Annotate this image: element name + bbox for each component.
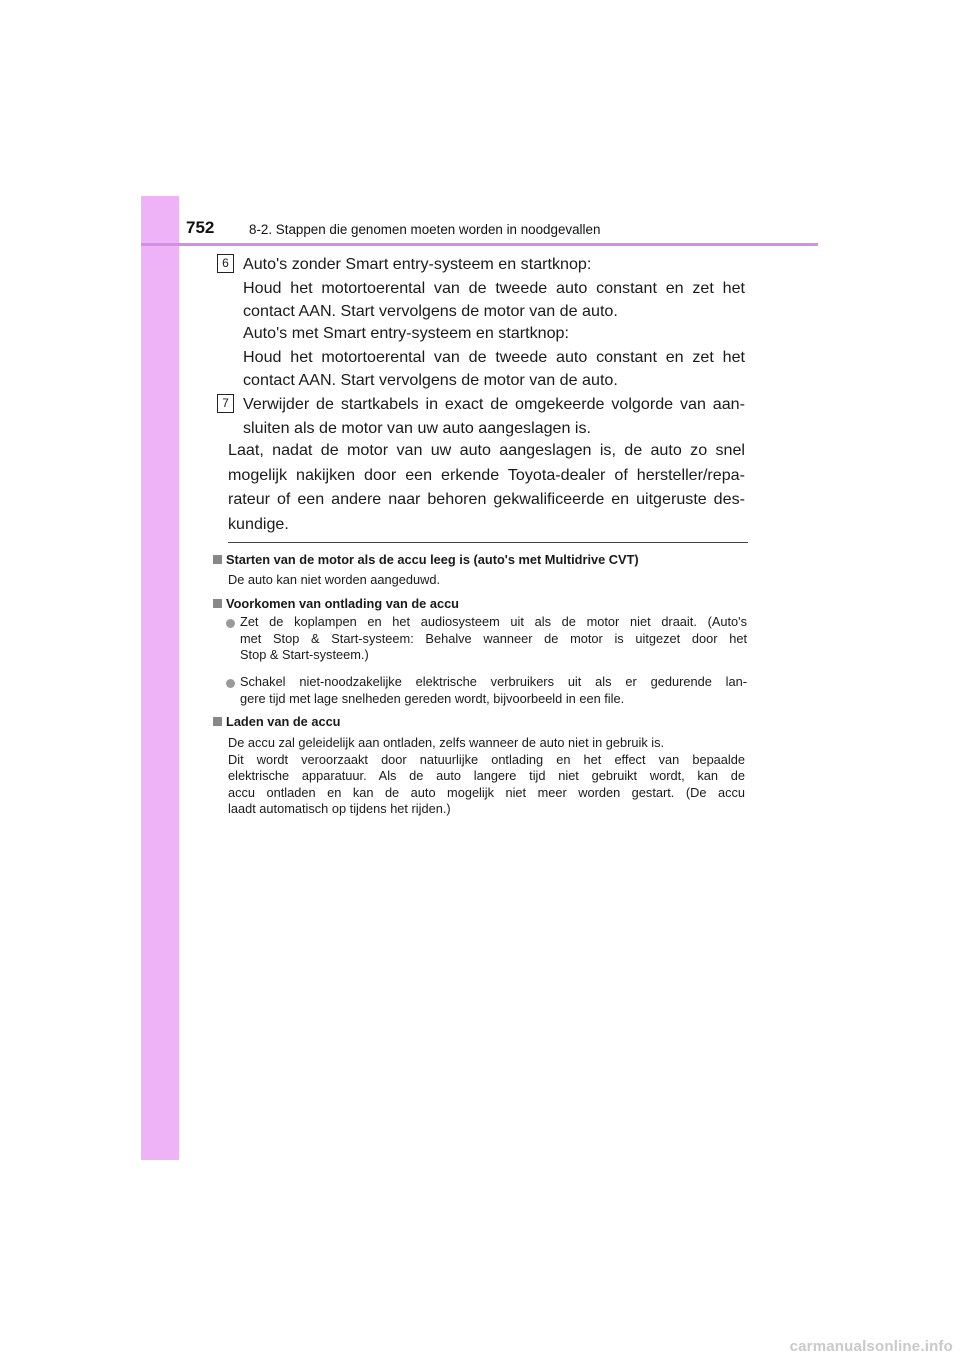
step-6-text-b xyxy=(243,322,745,393)
note-paragraph xyxy=(228,735,745,818)
notes-divider xyxy=(228,542,748,543)
text-line: Zet de koplampen en het audiosysteem uit als de motor niet draait. (Auto's xyxy=(240,614,747,629)
text-line: sluiten als de motor van uw auto aangeslagen is. xyxy=(243,418,592,437)
bullet-item xyxy=(240,674,747,707)
circle-bullet-icon xyxy=(226,619,235,628)
step-7-text xyxy=(243,393,745,440)
square-bullet-icon xyxy=(213,717,222,726)
bullet-item xyxy=(240,614,747,664)
text-line: Dit wordt veroorzaakt door natuurlijke ontlading en het effect van bepaalde xyxy=(228,751,745,767)
text-line: mogelijk nakijken door een erkende Toyota-dealer of hersteller/repa- xyxy=(228,465,745,484)
note-heading-text: Voorkomen van ontlading van de accu xyxy=(226,596,459,611)
text-line: Houd het motortoerental van de tweede auto constant en zet het xyxy=(243,278,745,297)
watermark-logo: carmanualsonline.info xyxy=(789,1338,953,1355)
text-line: laadt automatisch op tijdens het rijden.) xyxy=(228,801,451,817)
header-divider xyxy=(141,243,818,246)
step-number-6: 6 xyxy=(217,254,234,273)
text-line: gere tijd met lage snelheden gereden wordt, bijvoorbeeld in een file. xyxy=(240,690,625,706)
closing-paragraph xyxy=(228,438,745,536)
note-heading-text: Laden van de accu xyxy=(226,714,341,729)
text-line: kundige. xyxy=(228,514,289,533)
square-bullet-icon xyxy=(213,599,222,608)
text-line: De accu zal geleidelijk aan ontladen, zelfs wanneer de auto niet in gebruik is. xyxy=(228,735,665,750)
text-line: Stop & Start-systeem.) xyxy=(240,647,369,663)
step-number-7: 7 xyxy=(217,394,234,413)
text-line: Schakel niet-noodzakelijke elektrische verbruikers uit als er gedurende lan- xyxy=(240,674,747,689)
text-line: Auto's zonder Smart entry-systeem en startknop: xyxy=(243,255,592,273)
note-text: De auto kan niet worden aangeduwd. xyxy=(228,572,441,587)
section-title: 8-2. Stappen die genomen moeten worden in noodgevallen xyxy=(249,222,601,237)
square-bullet-icon xyxy=(213,555,222,564)
note-heading-text: Starten van de motor als de accu leeg is (auto's met Multidrive CVT) xyxy=(226,552,639,567)
text-line: met Stop & Start-systeem: Behalve wanneer de motor is uitgezet door het xyxy=(240,630,747,646)
text-line: rateur of een andere naar behoren gekwalificeerde en uitgeruste des- xyxy=(228,490,745,509)
text-line: Laat, nadat de motor van uw auto aangeslagen is, de auto zo snel xyxy=(228,441,745,459)
note-heading xyxy=(213,714,341,729)
text-line: elektrische apparatuur. Als de auto langere tijd niet gebruikt wordt, kan de xyxy=(228,768,745,784)
text-line: Houd het motortoerental van de tweede auto constant en zet het xyxy=(243,347,745,366)
page-number: 752 xyxy=(186,218,215,237)
text-line: Auto's met Smart entry-systeem en startknop: xyxy=(243,324,569,342)
note-heading xyxy=(213,596,459,611)
note-heading xyxy=(213,552,639,567)
text-line: contact AAN. Start vervolgens de motor van de auto. xyxy=(243,371,618,389)
text-line: contact AAN. Start vervolgens de motor van de auto. xyxy=(243,302,618,320)
text-line: Verwijder de startkabels in exact de omgekeerde volgorde van aan- xyxy=(243,395,745,413)
step-6-text-a xyxy=(243,253,745,324)
text-line: accu ontladen en kan de auto mogelijk niet meer worden gestart. (De accu xyxy=(228,784,745,800)
circle-bullet-icon xyxy=(226,679,235,688)
chapter-sidebar-tab xyxy=(141,196,179,1160)
